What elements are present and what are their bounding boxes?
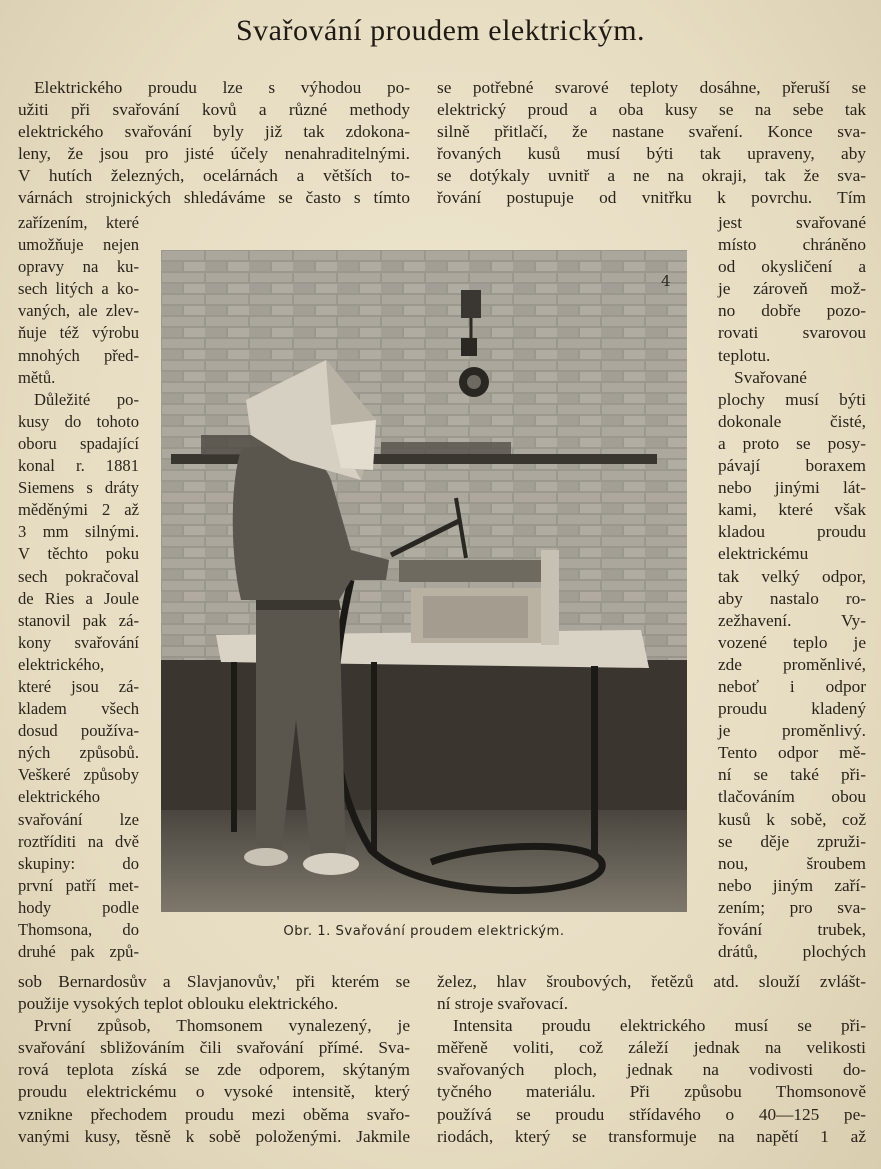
text-line: mnohých před- (18, 345, 139, 365)
text-line: kami, které však (718, 500, 866, 520)
text-line: svařovaných ploch, jednak na vodivosti do- (437, 1060, 866, 1080)
text-line: První způsob, Thomsonem vynalezený, je (34, 1016, 410, 1036)
text-line: riodách, který se transformuje na napětí 1 až (437, 1126, 866, 1146)
text-line: od okysličení a (718, 257, 866, 277)
right-column-top-text (437, 77, 866, 210)
text-line: tak velký odpor, (718, 566, 866, 586)
text-line: de Ries a Joule (18, 588, 139, 608)
text-line: proudu kladený (718, 699, 866, 719)
text-line: elektrického svařování byly již tak zdokona- (18, 122, 410, 142)
text-line: V hutích železných, ocelárnách a větších to- (18, 166, 410, 186)
text-line: elektrickému (718, 544, 809, 564)
text-line: Intensita proudu elektrického musí se při- (453, 1016, 866, 1036)
text-line: svařování sbližováním čili svařování přímé. Sva- (18, 1038, 410, 1058)
right-column-narrow-text (718, 212, 866, 963)
text-line: místo chráněno (718, 235, 866, 255)
welding-photo-drawing (161, 250, 687, 912)
text-line: je proměnlivý. (718, 721, 866, 741)
text-line: kusů k sobě, což (718, 809, 866, 829)
text-line: řovaných kusů musí býti tak upraveny, aby (437, 144, 866, 164)
text-line: hody podle (18, 897, 139, 917)
text-line: Thomsona, do (18, 920, 139, 939)
text-line: elektrického (18, 787, 101, 807)
text-line: elektrického, (18, 654, 105, 674)
figure-caption: Obr. 1. Svařování proudem elektrickým. (283, 924, 565, 939)
text-line: rovati svarovou (718, 323, 866, 343)
text-line: V těchto poku (18, 544, 139, 564)
welding-photo (161, 250, 687, 912)
text-line: zařízením, které (18, 213, 139, 232)
text-line: měřeně voliti, což záleží jednak na velikosti (437, 1038, 866, 1058)
left-column-bottom-text (18, 971, 410, 1148)
text-line: svařování lze (18, 809, 139, 829)
text-line: vozené teplo je (718, 632, 866, 652)
text-line: užiti při svařování kovů a různé methody (18, 100, 410, 120)
text-line: skupiny: do (18, 853, 139, 873)
text-line: ní se také při- (718, 765, 866, 785)
text-line: používá se proudu střídavého o 40—125 pe- (437, 1104, 866, 1124)
text-line: tlačováním obou (718, 787, 866, 807)
text-line: jest svařované (718, 213, 866, 232)
text-line: Důležité po- (34, 389, 139, 409)
text-line: vanými kusy, těsně k sobě položenými. Jakmile (18, 1126, 410, 1146)
text-line: nou, šroubem (718, 853, 866, 873)
text-line: nebo jinými lát- (718, 478, 866, 498)
text-line: dokonale čisté, (718, 411, 866, 431)
text-line: zde proměnlivé, (718, 654, 866, 674)
text-line: řování postupuje od vnitřku k povrchu. Tím (437, 188, 866, 208)
text-line: měděnými 2 až (18, 500, 139, 520)
text-line: nebo jiným zaří- (718, 875, 866, 895)
text-line: ných způsobů. (18, 743, 139, 763)
text-line: se děje zpruži- (718, 831, 866, 851)
text-line: elektrický proud a oba kusy se na sebe tak (437, 100, 866, 120)
text-line: zežhavení. Vy- (718, 610, 866, 630)
text-line: drátů, plochých (718, 942, 866, 962)
text-line: proudu elektrickému o vysoké intensitě, který (18, 1082, 410, 1102)
text-line: vznikne přechodem proudu mezi oběma svařo- (18, 1104, 410, 1124)
text-line: rová teplota získá se zde odporem, skýtaným (18, 1060, 410, 1080)
text-line: vaných, ale zlev- (18, 301, 139, 321)
text-line: tyčného materiálu. Při způsobu Thomsonově (437, 1082, 866, 1102)
text-line: ňuje též výrobu (18, 323, 139, 343)
figure-number-mark: 4 (661, 272, 671, 290)
text-line: Siemens s dráty (18, 478, 139, 498)
text-line: řování trubek, (718, 920, 866, 939)
text-line: Elektrického proudu lze s výhodou po- (34, 78, 410, 97)
text-line: konal r. 1881 (18, 456, 139, 476)
text-line: leny, že jsou pro jisté účely nenahraditelnými. (18, 144, 410, 164)
text-line: dosud používa- (18, 721, 139, 741)
text-line: se dotýkaly uvnitř a ne na okraji, tak že sva- (437, 166, 866, 186)
text-line: kusy do tohoto (18, 411, 139, 431)
text-line: které jsou zá- (18, 676, 139, 696)
text-line: stanovil pak zá- (18, 610, 139, 630)
text-line: várnách strojnických shledáváme se často s tímto (18, 188, 410, 208)
text-line: mětů. (18, 367, 56, 387)
page-title: Svařování proudem elektrickým. (235, 14, 646, 47)
text-line: teplotu. (718, 345, 771, 365)
right-column-bottom-text (437, 971, 866, 1148)
text-line: želez, hlav šroubových, řetězů atd. slouží zvlášt- (437, 972, 866, 991)
text-line: aby nastalo ro- (718, 588, 866, 608)
text-line: Svařované (734, 367, 807, 387)
text-line: kladou proudu (718, 522, 866, 542)
text-line: sech litých a ko- (18, 279, 139, 299)
text-line: umožňuje nejen (18, 235, 139, 255)
text-line: plochy musí býti (718, 389, 866, 409)
text-line: oboru spadající (18, 433, 139, 453)
text-line: ní stroje svařovací. (437, 994, 569, 1014)
left-column-narrow-text (18, 212, 139, 963)
text-line: roztříditi na dvě (18, 831, 139, 851)
text-line: sob Bernardosův a Slavjanovův,' při kterém se (18, 972, 410, 991)
text-line: druhé pak způ- (18, 942, 139, 962)
text-line: Veškeré způsoby (18, 765, 139, 785)
text-line: kony svařování (18, 632, 139, 652)
text-line: no dobře pozo- (718, 301, 866, 321)
text-line: neboť i odpor (718, 676, 866, 696)
text-line: sech pokračoval (18, 566, 139, 586)
text-line: 3 mm silnými. (18, 522, 139, 542)
text-line: opravy na ku- (18, 257, 139, 277)
text-line: je zároveň mož- (718, 279, 866, 299)
left-column-top-text (18, 77, 410, 210)
text-line: silně přitlačí, že nastane svaření. Konce sva- (437, 122, 866, 142)
text-line: pávají boraxem (718, 456, 866, 476)
text-line: zením; pro sva- (718, 897, 866, 917)
text-line: se potřebné svarové teploty dosáhne, přeruší se (437, 78, 866, 97)
text-line: první patří met- (18, 875, 139, 895)
text-line: kladem všech (18, 699, 139, 719)
text-line: Tento odpor mě- (718, 743, 866, 763)
text-line: a proto se posy- (718, 433, 866, 453)
text-line: použije vysokých teplot oblouku elektrického. (18, 994, 339, 1014)
